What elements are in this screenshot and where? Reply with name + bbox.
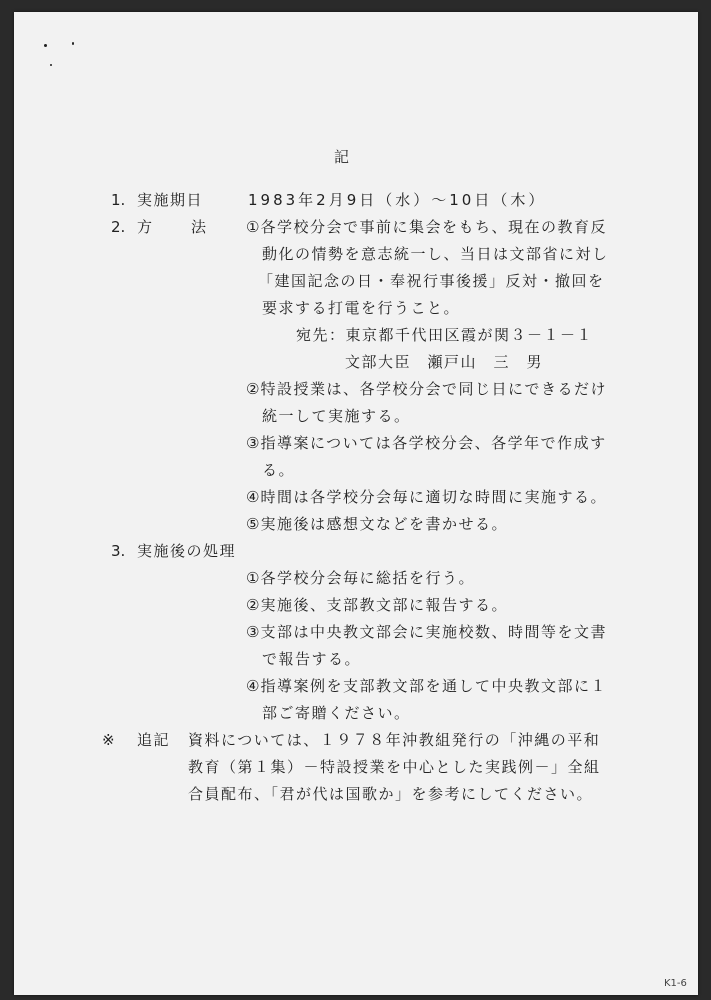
section-1-number: 1. [111,191,126,209]
section-3-item-4-line-2: 部ご寄贈ください。 [262,704,411,722]
section-2-item-3-line-2: る。 [262,461,296,479]
section-2-item-2-line-1: ②特設授業は、各学校分会で同じ日にできるだけ [246,380,607,398]
section-2-item-1-line-3: 「建国記念の日・奉祝行事後援」反対・撤回を [258,272,605,290]
postscript-mark: ※ [102,731,117,749]
item-marker: ① [246,218,260,236]
item-marker: ② [246,596,260,614]
ink-speck [72,42,74,45]
section-2-item-3-line-1: ③指導案については各学校分会、各学年で作成す [246,434,607,452]
section-3-item-3-line-1: ③支部は中央教文部会に実施校数、時間等を文書 [246,623,607,641]
postscript-line-2: 教育（第１集）－特設授業を中心とした実践例－」全組 [188,758,601,776]
section-2-item-1-line-4: 要求する打電を行うこと。 [262,299,461,317]
section-2-item-4: ④時間は各学校分会毎に適切な時間に実施する。 [246,488,607,506]
section-2-item-5: ⑤実施後は感想文などを書かせる。 [246,515,508,533]
item-marker: ④ [246,488,260,506]
document-page [14,12,698,995]
section-1-date: 1983年2月9日（水）～10日（木） [248,191,547,209]
section-3-number: 3. [111,542,126,560]
section-3-item-3-line-2: で報告する。 [262,650,362,668]
section-2-item-1-line-1: ①各学校分会で事前に集会をもち、現在の教育反 [246,218,607,236]
section-3-item-1: ①各学校分会毎に総括を行う。 [246,569,475,587]
item-marker: ③ [246,623,260,641]
address-line-2: 文部大臣 瀬戸山 三 男 [345,353,544,371]
section-3-heading: 実施後の処理 [137,542,237,560]
address-line-1: 宛先：東京都千代田区霞が関３－１－１ [296,326,594,344]
section-3-item-2: ②実施後、支部教文部に報告する。 [246,596,508,614]
page-id-label: K1-6 [664,978,687,989]
item-marker: ④ [246,677,260,695]
item-marker: ① [246,569,260,587]
postscript-line-1: 資料については、１９７８年沖教組発行の「沖縄の平和 [188,731,601,749]
item-marker: ② [246,380,260,398]
section-2-number: 2. [111,218,126,236]
postscript-line-3: 合員配布、「君が代は国歌か」を参考にしてください。 [188,785,594,803]
section-3-item-4-line-1: ④指導案例を支部教文部を通して中央教文部に１ [246,677,607,695]
ink-speck [50,64,52,66]
item-marker: ③ [246,434,260,452]
section-2-heading: 方 法 [137,218,219,236]
postscript-label: 追記 [137,731,171,749]
section-2-item-2-line-2: 統一して実施する。 [262,407,411,425]
section-1-heading: 実施期日 [137,191,204,209]
document-title: 記 [334,148,350,166]
section-2-item-1-line-2: 動化の情勢を意志統一し、当日は文部省に対し [262,245,609,263]
ink-speck [44,44,47,47]
item-marker: ⑤ [246,515,260,533]
